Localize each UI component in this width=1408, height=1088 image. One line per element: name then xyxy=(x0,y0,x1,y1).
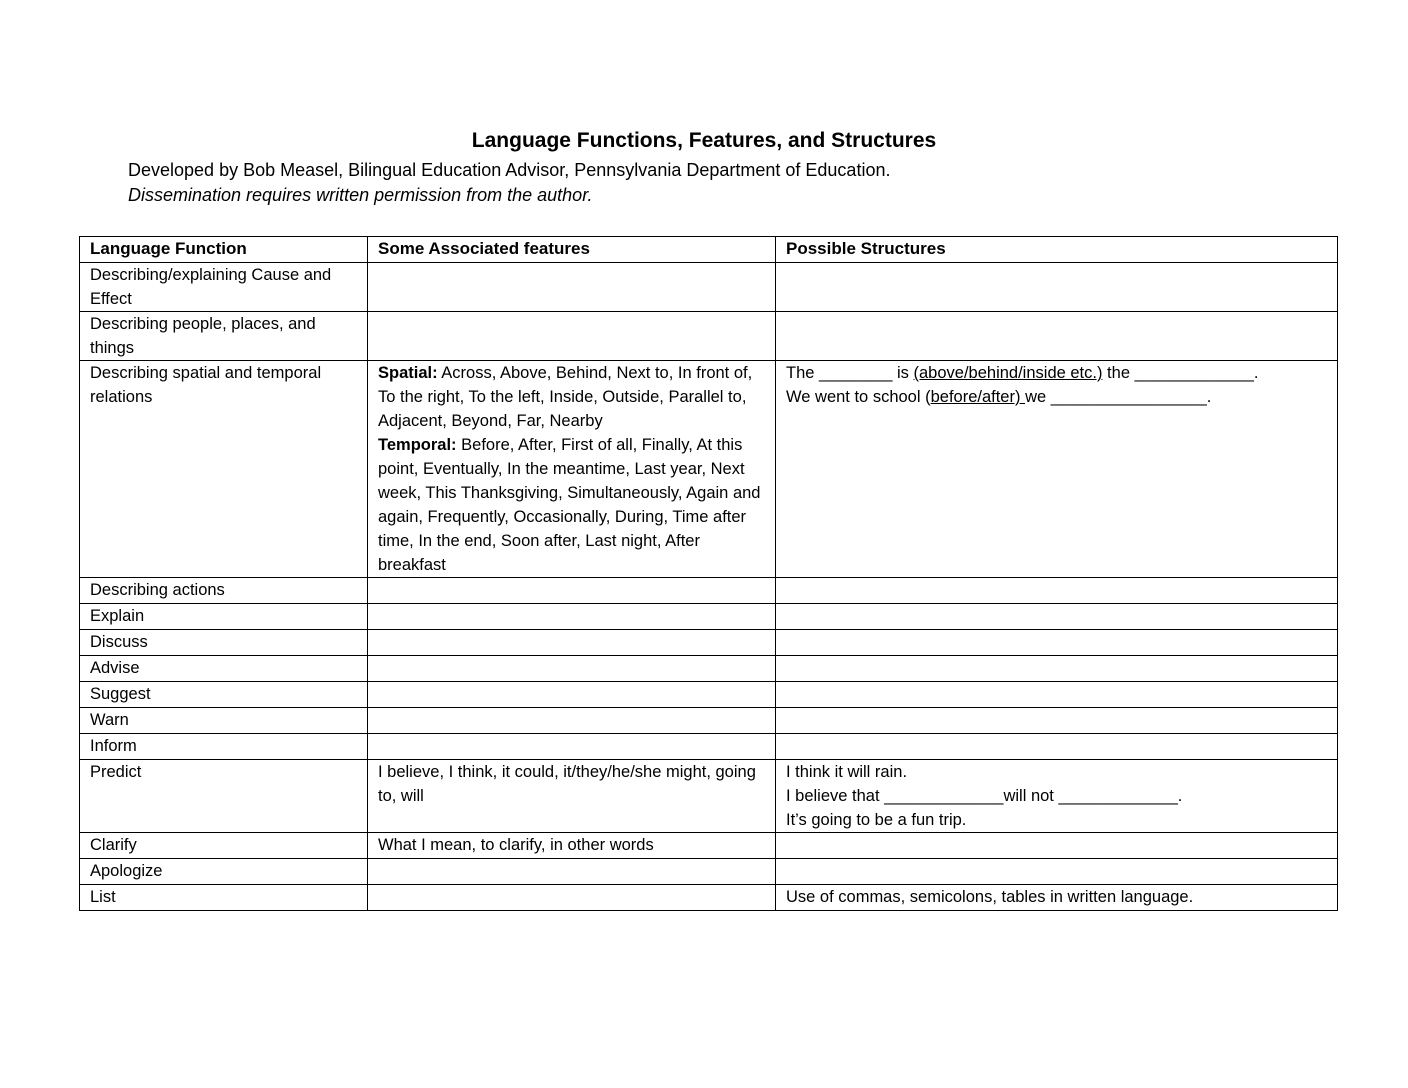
document-subtitle: Developed by Bob Measel, Bilingual Education Advisor, Pennsylvania Department of Education. xyxy=(128,160,891,180)
table-row xyxy=(80,361,1338,578)
features-cell xyxy=(368,708,776,734)
structures-cell xyxy=(776,833,1338,859)
function-cell: Describing people, places, and things xyxy=(80,312,368,361)
structure-line xyxy=(786,361,1329,385)
structure-text: The ________ is xyxy=(786,364,914,382)
function-cell: Apologize xyxy=(80,859,368,885)
structures-cell xyxy=(776,859,1338,885)
structures-cell xyxy=(776,734,1338,760)
features-cell xyxy=(368,630,776,656)
function-cell: Explain xyxy=(80,604,368,630)
features-cell xyxy=(368,859,776,885)
structures-cell xyxy=(776,263,1338,312)
structure-text: We went to school ( xyxy=(786,388,931,406)
structures-cell xyxy=(776,682,1338,708)
function-cell: Describing spatial and temporal relations xyxy=(80,361,368,578)
features-cell xyxy=(368,578,776,604)
document-title: Language Functions, Features, and Structures xyxy=(471,129,937,152)
column-header-function: Language Function xyxy=(80,237,368,263)
structures-cell xyxy=(776,312,1338,361)
features-cell: I believe, I think, it could, it/they/he/she might, going to, will xyxy=(368,760,776,833)
structure-text: we _________________. xyxy=(1025,388,1212,406)
structures-cell xyxy=(776,578,1338,604)
function-cell: Suggest xyxy=(80,682,368,708)
table-row xyxy=(80,708,1338,734)
function-cell: Advise xyxy=(80,656,368,682)
structures-cell: Use of commas, semicolons, tables in written language. xyxy=(776,885,1338,911)
language-functions-table xyxy=(79,236,1338,911)
table-row xyxy=(80,604,1338,630)
spatial-features: Across, Above, Behind, Next to, In front of, To the right, To the left, Inside, Outside, Parallel to, Adjacent, Beyond, Far, Nearby xyxy=(378,364,753,430)
column-header-structures: Possible Structures xyxy=(776,237,1338,263)
function-cell: Describing/explaining Cause and Effect xyxy=(80,263,368,312)
table-row xyxy=(80,312,1338,361)
features-cell xyxy=(368,734,776,760)
table-row xyxy=(80,833,1338,859)
structure-underlined-text: before/after) xyxy=(930,388,1026,406)
table-row xyxy=(80,656,1338,682)
function-cell: Discuss xyxy=(80,630,368,656)
features-cell xyxy=(368,656,776,682)
structures-cell xyxy=(776,708,1338,734)
table-row xyxy=(80,760,1338,833)
table-row xyxy=(80,885,1338,911)
temporal-label: Temporal: xyxy=(378,436,457,454)
structure-text: the _____________. xyxy=(1102,364,1259,382)
structure-line xyxy=(786,385,1329,409)
features-cell: What I mean, to clarify, in other words xyxy=(368,833,776,859)
structure-line: I think it will rain. xyxy=(786,763,908,781)
structures-cell xyxy=(776,656,1338,682)
function-cell: Describing actions xyxy=(80,578,368,604)
structures-cell xyxy=(776,604,1338,630)
table-row xyxy=(80,682,1338,708)
function-cell: List xyxy=(80,885,368,911)
structure-line: It’s going to be a fun trip. xyxy=(786,811,967,829)
features-cell xyxy=(368,682,776,708)
permission-note: Dissemination requires written permission from the author. xyxy=(128,185,593,205)
table-row xyxy=(80,578,1338,604)
function-cell: Inform xyxy=(80,734,368,760)
structures-cell xyxy=(776,760,1338,833)
table-row xyxy=(80,734,1338,760)
spatial-label: Spatial: xyxy=(378,364,438,382)
temporal-features: Before, After, First of all, Finally, At this point, Eventually, In the meantime, Last year, Next week, This Thanksgiving, Simultaneously, Again and again, Frequently, Occasionally, During, Time after time, In the end, Soon after, Last night, After breakfast xyxy=(378,436,761,574)
structure-underlined-text: (above/behind/inside etc.) xyxy=(913,364,1103,382)
function-cell: Predict xyxy=(80,760,368,833)
features-cell xyxy=(368,312,776,361)
function-cell: Clarify xyxy=(80,833,368,859)
table-header-row xyxy=(80,237,1338,263)
table-row xyxy=(80,630,1338,656)
structure-line: I believe that _____________will not _____________. xyxy=(786,787,1183,805)
structures-cell xyxy=(776,630,1338,656)
table-row xyxy=(80,859,1338,885)
features-cell xyxy=(368,361,776,578)
features-cell xyxy=(368,604,776,630)
column-header-features: Some Associated features xyxy=(368,237,776,263)
function-cell: Warn xyxy=(80,708,368,734)
features-cell xyxy=(368,263,776,312)
table-row xyxy=(80,263,1338,312)
structures-cell xyxy=(776,361,1338,578)
features-cell xyxy=(368,885,776,911)
